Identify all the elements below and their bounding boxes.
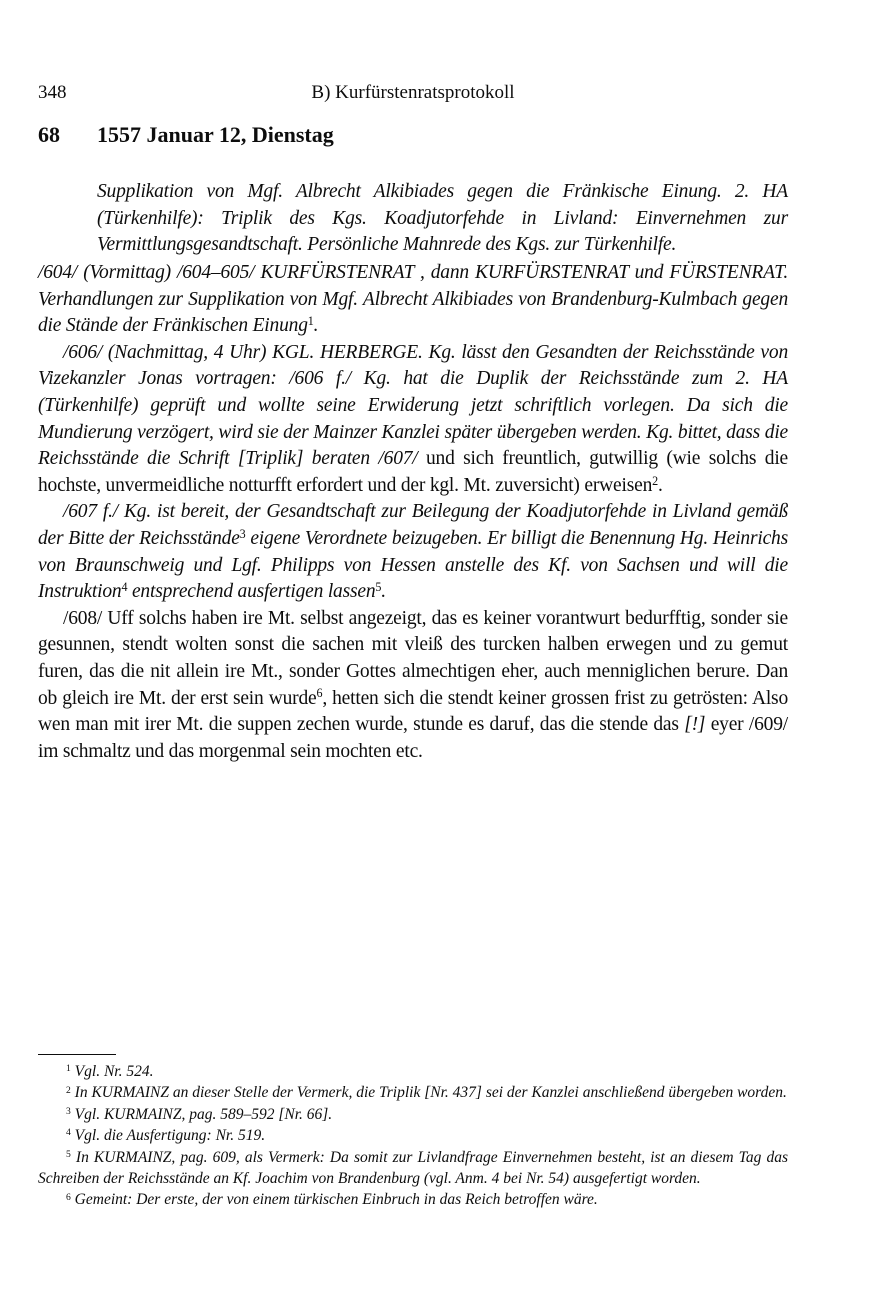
footnote-3 xyxy=(38,1104,788,1125)
paragraph-3 xyxy=(38,499,788,605)
summary-paragraph: Supplikation von Mgf. Albrecht Alkibiades gegen die Fränkische Einung. 2. HA (Türkenhilfe): Triplik des Kgs. Koadjutorfehde in Livland: Einvernehmen zur Vermittlungsgesandtschaft. Persönliche Mahnrede des Kgs. zur Türkenhilfe. xyxy=(97,181,788,256)
footnote-ref-2: 2 xyxy=(652,473,658,488)
footnote-5 xyxy=(38,1147,788,1190)
text-run: entsprechend ausfertigen lassen xyxy=(127,581,376,603)
text-run: und sich freuntlich, gutwillig (wie solchs die hochste, unvermeidliche notturfft erfordert und der kgl. Mt. zuversicht) erweisen xyxy=(38,448,789,496)
text-run: eyer /609/ im schmaltz und das morgenmal sein mochten etc. xyxy=(38,714,789,762)
text-run: eigene Verordnete beizugeben. Er billigt die Benennung Hg. Heinrichs von Braunschweig und Lgf. Philipps von Hessen anstelle des Kf. von Sachsen und will die Instruktion xyxy=(38,527,788,603)
text-run: . xyxy=(381,581,386,603)
text-run: . xyxy=(313,315,319,337)
footnote-text: Vgl. die Ausfertigung: Nr. 519. xyxy=(74,1127,266,1145)
footnote-ref-6: 6 xyxy=(316,686,323,701)
footnote-6 xyxy=(38,1189,788,1210)
footnote-ref-4: 4 xyxy=(121,580,128,595)
footnote-number: 5 xyxy=(66,1148,71,1160)
footnote-number: 4 xyxy=(66,1127,71,1139)
footnote-number: 6 xyxy=(66,1191,71,1203)
paragraph-1 xyxy=(38,260,788,340)
footnote-text: In KURMAINZ an dieser Stelle der Vermerk, die Triplik [Nr. 437] sei der Kanzlei anschließend übergeben worden. xyxy=(74,1084,787,1102)
footnote-number: 1 xyxy=(66,1063,71,1075)
running-head xyxy=(38,82,788,106)
footnote-4 xyxy=(38,1125,788,1146)
text-run: , hetten sich die stendt keiner grossen frist zu getrösten: Also wen man mit irer Mt. die suppen zechen wurde, stunde es daruf, das die stende das xyxy=(38,687,788,736)
footnote-text: Vgl. KURMAINZ, pag. 589–592 [Nr. 66]. xyxy=(74,1105,333,1123)
footnote-text: In KURMAINZ, pag. 609, als Vermerk: Da somit zur Livlandfrage Einvernehmen besteht, ist an diesem Tag das Schreiben der Reichsstände an Kf. Joachim von Brandenburg (vgl. Anm. 4 bei Nr. 54) ausgefertigt worden. xyxy=(38,1148,789,1188)
paragraph-2 xyxy=(38,340,788,500)
footnote-ref-1: 1 xyxy=(307,314,314,329)
text-run: /606/ (Nachmittag, 4 Uhr) KGL. HERBERGE. Kg. lässt den Gesandten der Reichsstände von Vizekanzler Jonas vortragen: /606 f./ Kg. hat die Duplik der Reichsstände zum 2. HA (Türkenhilfe) geprüft und wollte seine Erwiderung jetzt schriftlich vorlegen. Da sich die Mundierung verzögert, wird sie der Mainzer Kanzlei später übergeben werden. Kg. bittet, dass die Reichsstände die Schrift [Triplik] beraten /607/ xyxy=(38,341,788,470)
footnote-ref-3: 3 xyxy=(239,526,246,541)
footnote-number: 2 xyxy=(66,1084,71,1096)
footnote-rule xyxy=(38,1054,116,1055)
footnote-number: 3 xyxy=(66,1106,71,1118)
entry-date-heading: 1557 Januar 12, Dienstag xyxy=(97,122,334,147)
footnote-ref-5: 5 xyxy=(375,580,382,595)
text-run: /604/ (Vormittag) /604–605/ KURFÜRSTENRAT , dann KURFÜRSTENRAT und FÜRSTENRAT. Verhandlungen zur Supplikation von Mgf. Albrecht Alkibiades von Brandenburg-Kulmbach gegen die Stände der Fränkischen Einung xyxy=(38,262,788,337)
footnotes-section xyxy=(38,1054,788,1211)
footnote-1 xyxy=(38,1061,788,1082)
body-text xyxy=(38,260,788,765)
text-run: /608/ Uff solchs haben ire Mt. selbst angezeigt, das es keiner vorantwurt bedurfftig, sonder sie gesunnen, stendt wolten sonst die sachen mit vleiß des turcken halben erwegen und zu gemut furen, das die nit allein ire Mt., sonder Gottes almechtigen eher, auch menniglichen berure. Dan ob gleich ire Mt. der erst sein wurde xyxy=(38,607,788,709)
paragraph-4 xyxy=(38,606,788,766)
footnote-text: Vgl. Nr. 524. xyxy=(74,1063,154,1080)
page-number: 348 xyxy=(38,82,67,103)
running-title: B) Kurfürstenratsprotokoll xyxy=(311,82,515,103)
footnote-text: Gemeint: Der erste, der von einem türkischen Einbruch in das Reich betroffen wäre. xyxy=(74,1191,598,1209)
text-run: /607 f./ Kg. ist bereit, der Gesandtschaft zur Beilegung der Koadjutorfehde in Livland gemäß der Bitte der Reichsstände xyxy=(38,501,788,549)
text-run: . xyxy=(658,474,663,496)
entry-number: 68 xyxy=(38,122,60,147)
footnote-2 xyxy=(38,1082,788,1103)
text-run: [!] xyxy=(684,714,706,736)
